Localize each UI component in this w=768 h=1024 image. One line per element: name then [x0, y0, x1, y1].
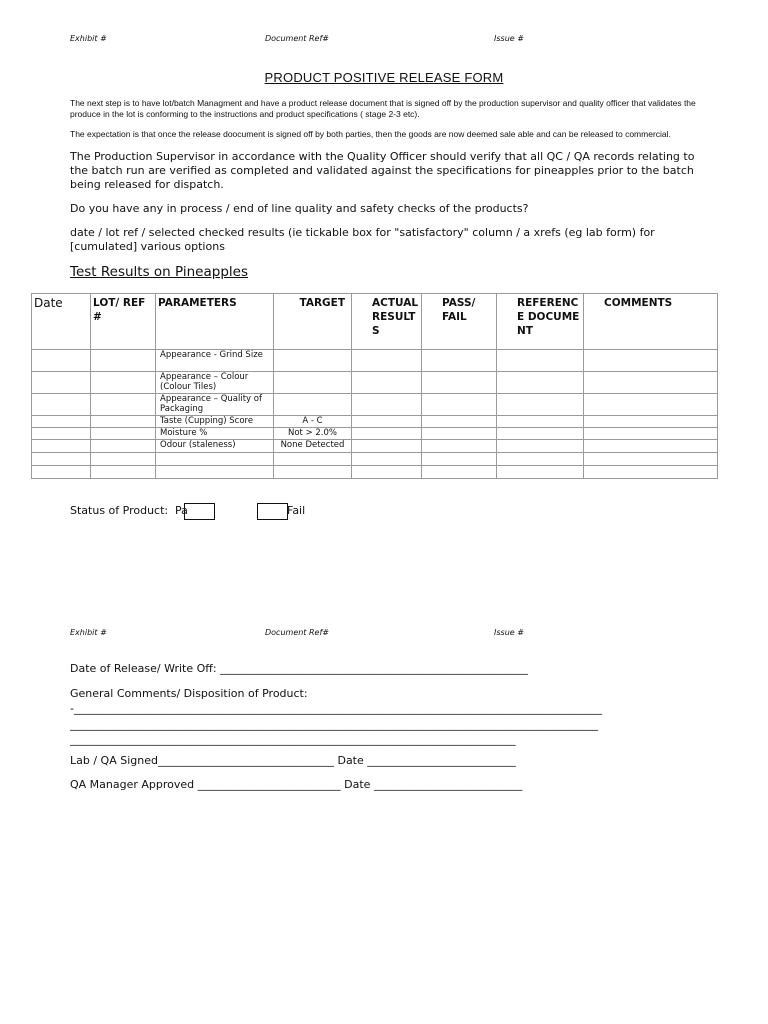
table-row	[32, 350, 718, 372]
intro-paragraph-2: The expectation is that once the release doocument is signed off by both parties, then the goods are now deemed sale able and can be released to commercial.	[70, 129, 671, 139]
table-row	[32, 440, 718, 453]
target-cell	[274, 372, 352, 394]
comments-line-3[interactable]: _________________________________________________________________________________	[70, 733, 516, 746]
table-row	[32, 453, 718, 466]
issue-label-2: Issue #	[494, 628, 524, 637]
section-title: Test Results on Pineapples	[70, 264, 248, 280]
comments-line-2[interactable]: ________________________________________________________________________________________________	[70, 718, 598, 731]
col-header-lot-ref: LOT/ REF #	[91, 294, 156, 350]
parameter-cell[interactable]	[156, 453, 274, 466]
parameter-cell: Odour (staleness)	[156, 440, 274, 453]
document-ref-label-2: Document Ref#	[265, 628, 329, 637]
fail-checkbox[interactable]	[257, 503, 288, 520]
status-label: Status of Product:	[70, 504, 169, 517]
release-date-field[interactable]: Date of Release/ Write Off: ________________________________________________________	[70, 662, 529, 675]
test-results-table	[31, 293, 718, 479]
table-row	[32, 372, 718, 394]
parameter-cell: Appearance – Colour (Colour Tiles)	[156, 372, 274, 394]
comments-label: General Comments/ Disposition of Product:	[70, 687, 308, 700]
col-header-date: Date	[32, 294, 91, 350]
parameter-cell: Moisture %	[156, 428, 274, 440]
target-cell	[274, 350, 352, 372]
col-header-target: TARGET	[274, 294, 352, 350]
lab-qa-signed-field[interactable]: Lab / QA Signed________________________________ Date ___________________________	[70, 754, 516, 767]
options-paragraph: date / lot ref / selected checked results (ie tickable box for "satisfactory" column / a xrefs (eg lab form) for [cumulated] various options	[70, 226, 655, 253]
col-header-pass-fail: PASS/ FAIL	[422, 294, 497, 350]
parameter-cell: Taste (Cupping) Score	[156, 416, 274, 428]
col-header-reference-document: REFERENCE DOCUMENT	[497, 294, 584, 350]
comments-line-1[interactable]: -________________________________________________________________________________________________	[70, 702, 602, 715]
document-ref-label: Document Ref#	[265, 34, 329, 43]
exhibit-label: Exhibit #	[70, 34, 107, 43]
pass-label: Pa	[175, 504, 188, 517]
target-cell: Not > 2.0%	[274, 428, 352, 440]
parameter-cell: Appearance – Quality of Packaging	[156, 394, 274, 416]
table-row	[32, 416, 718, 428]
issue-label: Issue #	[494, 34, 524, 43]
col-header-actual-results: ACTUAL RESULTS	[352, 294, 422, 350]
parameter-cell: Appearance - Grind Size	[156, 350, 274, 372]
col-header-comments: COMMENTS	[584, 294, 718, 350]
target-cell[interactable]	[274, 453, 352, 466]
target-cell	[274, 394, 352, 416]
target-cell[interactable]	[274, 466, 352, 479]
fail-label: Fail	[287, 504, 306, 517]
pass-checkbox[interactable]	[184, 503, 215, 520]
table-row	[32, 394, 718, 416]
target-cell: None Detected	[274, 440, 352, 453]
intro-paragraph-1: The next step is to have lot/batch Managment and have a product release document that is signed off by the production supervisor and quality officer that validates the produce in the lot is conforming to the instructions and product specifications ( stage 2-3 etc).	[70, 98, 696, 119]
table-row	[32, 428, 718, 440]
parameter-cell[interactable]	[156, 466, 274, 479]
exhibit-label-2: Exhibit #	[70, 628, 107, 637]
table-row	[32, 466, 718, 479]
verification-paragraph: The Production Supervisor in accordance with the Quality Officer should verify that all QC / QA records relating to the batch run are verified as completed and validated against the specifications for pineapples prior to the batch being released for dispatch.	[70, 150, 695, 191]
col-header-parameters: PARAMETERS	[156, 294, 274, 350]
page-title: PRODUCT POSITIVE RELEASE FORM	[264, 70, 504, 85]
target-cell: A - C	[274, 416, 352, 428]
checks-question: Do you have any in process / end of line quality and safety checks of the products?	[70, 202, 529, 215]
qa-manager-approved-field[interactable]: QA Manager Approved __________________________ Date ___________________________	[70, 778, 523, 791]
